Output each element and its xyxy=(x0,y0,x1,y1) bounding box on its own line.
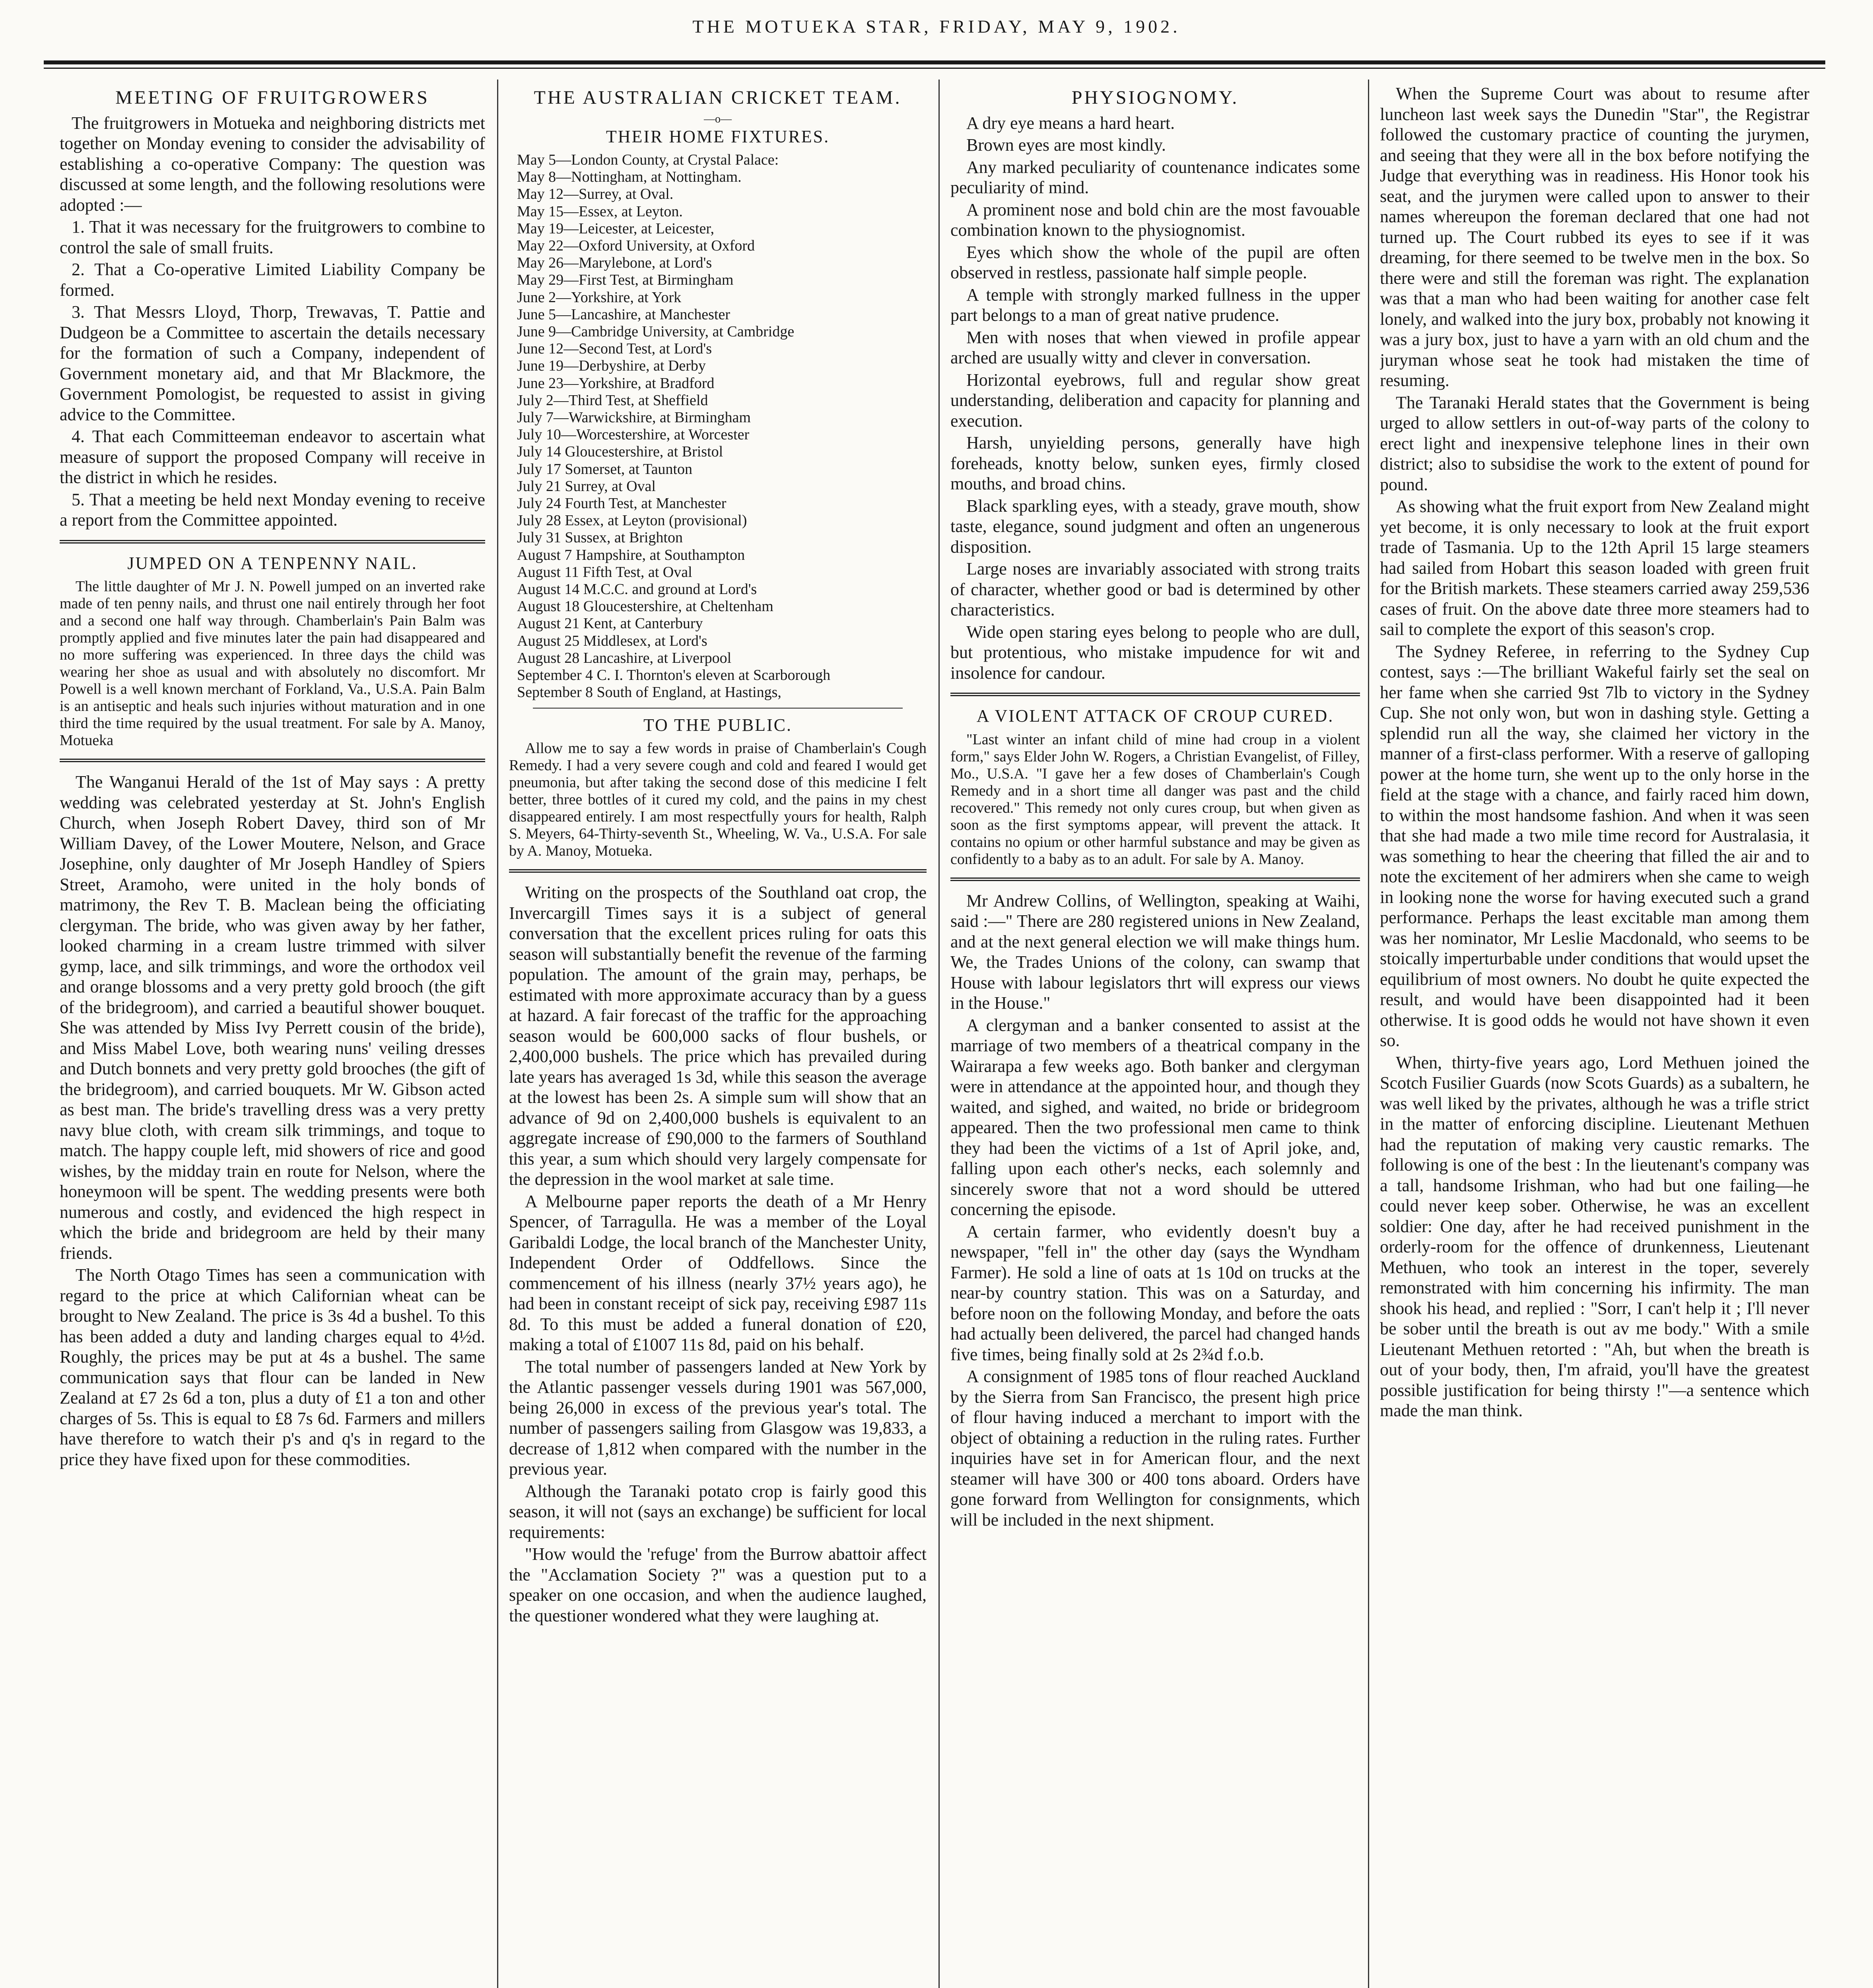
advert-paragraph: "Last winter an infant child of mine had croup in a violent form," says Elder John W. Rogers, a Christian Evangelist, of Filley, Mo., U.S.A. "I gave her a few doses of Chamberlain's Cough Remedy and in a short time all danger was past and the child recovered." This remedy not only cures croup, but when given as soon as the first symptoms appear, will prevent the attack. It contains no opium or other harmful substance and may be given as confidently to a baby as to an adult. For sale by A. Manoy. xyxy=(950,731,1360,868)
fixture-item: May 26—Marylebone, at Lord's xyxy=(517,254,712,272)
section-rule xyxy=(533,708,903,709)
column-1 xyxy=(60,87,485,1988)
advert-paragraph: The little daughter of Mr J. N. Powell jumped on an inverted rake made of ten penny nails, and thrust one nail entirely through her foot and a second one half way through. Chamberlain's Pain Balm was promptly applied and five minutes later the pain had disappeared and no more suffering was experienced. In three days the child was wearing her shoe as usual and with absolutely no discomfort. Mr Powell is a well known merchant of Forkland, Va., U.S.A. Pain Balm is an antiseptic and heals such injuries without maturation and in one third the time required by the usual treatment. For sale by A. Manoy, Motueka xyxy=(60,578,485,749)
fixture-item: May 22—Oxford University, at Oxford xyxy=(517,237,755,254)
article-heading: TO THE PUBLIC. xyxy=(643,715,793,735)
section-rule xyxy=(950,693,1360,696)
fixture-item: June 12—Second Test, at Lord's xyxy=(517,340,712,357)
article-paragraph: Horizontal eyebrows, full and regular show great understanding, deliberation and capacity for planning and execution. xyxy=(950,370,1360,431)
article-paragraph: The Wanganui Herald of the 1st of May says : A pretty wedding was celebrated yesterday at St. John's English Church, when Joseph Robert Davey, third son of Mr William Davey, of the Lower Moutere, Nelson, and Grace Josephine, only daughter of Mr Joseph Handley of Spiers Street, Aramoho, were united in the holy bonds of matrimony, the Rev T. B. Maclean being the officiating clergyman. The bride, who was given away by her father, looked charming in a cream lustre trimmed with silver gymp, lace, and silk trimmings, and wore the orthodox veil and orange blossoms and a very pretty gold brooch (the gift of the bridegroom), and carried a beautiful shower bouquet. She was attended by Miss Ivy Perrett cousin of the bride), and Miss Mabel Love, both wearing nuns' veiling dresses and Dutch bonnets and very pretty gold brooches (the gift of the bridegroom), and carried bouquets. Mr W. Gibson acted as best man. The bride's travelling dress was a very pretty navy blue cloth, with cream silk trimmings, and toque to match. The happy couple left, mid showers of rice and good wishes, by the midday train en route for Nelson, where the honeymoon will be spent. The wedding presents were both numerous and costly, and evidenced the high respect in which the bride and bridegroom are held by their many friends. xyxy=(60,772,485,1263)
article-paragraph: A consignment of 1985 tons of flour reached Auckland by the Sierra from San Francisco, the present high price of flour having induced a merchant to import with the object of obtaining a reduction in the ruling rates. Further inquiries have set in for American flour, and the next steamer will have 300 or 400 tons aboard. Orders have gone forward from Wellington for consignments, which will be included in the next shipment. xyxy=(950,1367,1360,1530)
fixture-item: July 28 Essex, at Leyton (provisional) xyxy=(517,512,747,529)
article-paragraph: A prominent nose and bold chin are the most favouable combination known to the physiognomist. xyxy=(950,200,1360,240)
fixture-item: July 7—Warwickshire, at Birmingham xyxy=(517,409,751,426)
fixture-list xyxy=(509,151,927,701)
fixture-item: June 5—Lancashire, at Manchester xyxy=(517,306,731,323)
article-paragraph: Men with noses that when viewed in profile appear arched are usually witty and clever in conversation. xyxy=(950,327,1360,367)
article-paragraph: As showing what the fruit export from New Zealand might yet become, it is only necessary to look at the fruit export trade of Tasmania. Up to the 12th April 15 large steamers had sailed from Hobart this season loaded with green fruit for the British markets. These steamers carried away 259,536 cases of fruit. On the above date three more steamers had to sail to complete the export of this season's crop. xyxy=(1380,497,1809,639)
fixture-item: July 10—Worcestershire, at Worcester xyxy=(517,426,750,443)
article-paragraph: Large noses are invariably associated with strong traits of character, whether good or bad is determined by other characteristics. xyxy=(950,559,1360,619)
fixture-item: May 15—Essex, at Leyton. xyxy=(517,203,683,220)
column-divider xyxy=(938,80,940,1988)
column-2 xyxy=(509,87,927,1988)
fixture-item: May 8—Nottingham, at Nottingham. xyxy=(517,169,742,186)
article-paragraph: Although the Taranaki potato crop is fairly good this season, it will not (says an exchange) be sufficient for local requirements: xyxy=(509,1481,927,1542)
fixture-item: June 9—Cambridge University, at Cambridge xyxy=(517,323,795,340)
article-paragraph: The Sydney Referee, in referring to the Sydney Cup contest, says :—The brilliant Wakeful fairly set the seal on her fame when she carried 9st 7lb to victory in the Sydney Cup. She not only won, but won in dashing style. Getting a splendid run all the way, she claimed her victory in the manner of a first-class performer. With a reserve of galloping power at the home turn, she went up to the only horse in the field at the stage with a chance, and fairly raced him down, to within the most handsome fashion. And when it was seen that she had made a two mile time record for Australasia, it was something to hear the cheering that filled the air and to note the excitement of her admirers when she came to weigh in looking none the worse for having executed such a grand performance. Perhaps the least excitable man among them was her nominator, Mr Leslie Macdonald, who seems to be stoically imperturbable under conditions that would upset the equilibrium of most owners. No doubt he quite expected the result, and would have been disappointed had it been otherwise. It is good odds he would not have shown it even so. xyxy=(1380,641,1809,1050)
divider-ornament: —o— xyxy=(704,113,732,125)
resolution-item: 2. That a Co-operative Limited Liability Company be formed. xyxy=(60,260,485,300)
article-paragraph: A certain farmer, who evidently doesn't buy a newspaper, "fell in" the other day (says the Wyndham Farmer). He sold a line of oats at 1s 10d on trucks at the near-by country station. This was on a Saturday, and before noon on the following Monday, and before the oats had actually been delivered, the parcel had changed hands five times, being finally sold at 2s 2¾d f.o.b. xyxy=(950,1221,1360,1364)
masthead-rule xyxy=(44,60,1825,64)
article-heading: A VIOLENT ATTACK OF CROUP CURED. xyxy=(976,706,1334,726)
column-divider xyxy=(1368,80,1369,1988)
article-paragraph: A temple with strongly marked fullness in the upper part belongs to a man of great native prudence. xyxy=(950,285,1360,325)
article-paragraph: Harsh, unyielding persons, generally have high foreheads, knotty below, sunken eyes, firmly closed mouths, and broad chins. xyxy=(950,433,1360,493)
section-rule xyxy=(60,759,485,762)
article-line: Brown eyes are most kindly. xyxy=(966,135,1166,155)
section-rule xyxy=(60,540,485,544)
article-heading: THE AUSTRALIAN CRICKET TEAM. xyxy=(534,87,902,108)
fixture-item: August 11 Fifth Test, at Oval xyxy=(517,563,692,580)
article-paragraph: The total number of passengers landed at New York by the Atlantic passenger vessels during 1901 was 567,000, being 26,000 in excess of the previous year's total. The number of passengers sailing from Glasgow was 19,833, a decrease of 1,812 when compared with the number in the previous year. xyxy=(509,1357,927,1479)
resolution-item: 4. That each Committeeman endeavor to ascertain what measure of support the proposed Company will receive in the district in which he resides. xyxy=(60,427,485,487)
fixture-item: August 7 Hampshire, at Southampton xyxy=(517,546,745,563)
fixture-item: May 29—First Test, at Birmingham xyxy=(517,272,734,289)
column-3 xyxy=(950,87,1360,1988)
masthead-rule-thin xyxy=(44,68,1825,69)
article-paragraph: The fruitgrowers in Motueka and neighboring districts met together on Monday evening to consider the advisability of establishing a co-operative Company: The question was discussed at some length, and the following resolutions were adopted :— xyxy=(60,113,485,215)
fixture-item: June 19—Derbyshire, at Derby xyxy=(517,357,706,375)
fixture-item: June 2—Yorkshire, at York xyxy=(517,289,682,306)
section-rule xyxy=(509,869,927,873)
fixture-item: September 8 South of England, at Hastings, xyxy=(517,684,781,701)
article-paragraph: A Melbourne paper reports the death of a Mr Henry Spencer, of Tarragulla. He was a member of the Loyal Garibaldi Lodge, the local branch of the Manchester Unity, Independent Order of Oddfellows. Since the commencement of his illness (nearly 37½ years ago), he had been in constant receipt of sick pay, receiving £987 11s 8d. To this must be added a funeral donation of £20, making a total of £1007 11s 8d, paid on his behalf. xyxy=(509,1191,927,1354)
article-paragraph: Wide open staring eyes belong to people who are dull, but protentious, who mistake impudence for wit and insolence for candour. xyxy=(950,622,1360,683)
fixture-item: September 4 C. I. Thornton's eleven at Scarborough xyxy=(517,667,831,684)
fixture-item: July 21 Surrey, at Oval xyxy=(517,478,656,495)
fixture-item: May 5—London County, at Crystal Palace: xyxy=(517,151,779,168)
fixture-item: July 2—Third Test, at Sheffield xyxy=(517,392,708,409)
advert-paragraph: Allow me to say a few words in praise of Chamberlain's Cough Remedy. I had a very severe cough and cold and feared I would get pneumonia, but after taking the second dose of this medicine I felt better, three bottles of it cured my cold, and the pains in my chest disappeared entirely. I am most respectfully yours for health, Ralph S. Meyers, 64-Thirty-seventh St., Wheeling, W. Va., U.S.A. For sale by A. Manoy, Motueka. xyxy=(509,740,927,859)
fixture-item: June 23—Yorkshire, at Bradford xyxy=(517,375,715,392)
column-divider xyxy=(497,80,498,1988)
resolution-item: 3. That Messrs Lloyd, Thorp, Trewavas, T. Pattie and Dudgeon be a Committee to ascertain the details necessary for the formation of such a Company, independent of Government monetary aid, and that Mr Blackmore, the Government Pomologist, be requested to assist in giving advice to the Committee. xyxy=(60,302,485,424)
resolution-item: 5. That a meeting be held next Monday evening to receive a report from the Committee appointed. xyxy=(60,489,485,530)
article-paragraph: When, thirty-five years ago, Lord Methuen joined the Scotch Fusilier Guards (now Scots Guards) as a subaltern, he was well liked by the privates, although he was a trifle strict in the matter of enforcing discipline. Lieutenant Methuen had the reputation of making very caustic remarks. The following is one of the best : In the lieutenant's company was a tall, handsome Irishman, who had but one failing—he could never keep sober. Otherwise, he was an excellent soldier: One day, after he had received punishment in the orderly-room for the offence of drunkenness, Lieutenant Methuen, who took an interest in the toper, severely remonstrated with him concerning his infirmity. The man shook his head, and replied : "Sorr, I can't help it ; I'll never be sober until the breath is out av me body." With a smile Lieutenant Methuen retorted : "Ah, but when the breath is out of your body, then, I'm afraid, you'll have the greatest possible justification for being thirsty !"—a sentence which made the man think. xyxy=(1380,1052,1809,1420)
article-paragraph: Black sparkling eyes, with a steady, grave mouth, show taste, elegance, sound judgment and often an ungenerous disposition. xyxy=(950,496,1360,557)
article-paragraph: The North Otago Times has seen a communication with regard to the price at which Californian wheat can be brought to New Zealand. The price is 3s 4d a bushel. To this has been added a duty and landing charges equal to 4½d. Roughly, the prices may be put at 4s a bushel. The same communication says that flour can be landed in New Zealand at £7 2s 6d a ton, plus a duty of £1 a ton and other charges of 5s. This is equal to £8 7s 6d. Farmers and millers have therefore to watch their p's and q's in regard to the price they have fixed upon for these commodities. xyxy=(60,1265,485,1469)
article-heading: PHYSIOGNOMY. xyxy=(1071,87,1239,108)
fixture-item: August 14 M.C.C. and ground at Lord's xyxy=(517,581,757,598)
fixture-item: August 21 Kent, at Canterbury xyxy=(517,615,703,632)
article-heading: JUMPED ON A TENPENNY NAIL. xyxy=(127,553,418,573)
fixture-item: July 17 Somerset, at Taunton xyxy=(517,460,692,478)
fixture-item: July 24 Fourth Test, at Manchester xyxy=(517,495,727,512)
masthead: THE MOTUEKA STAR, FRIDAY, MAY 9, 1902. xyxy=(692,16,1181,37)
fixture-item: July 14 Gloucestershire, at Bristol xyxy=(517,443,723,460)
article-paragraph: When the Supreme Court was about to resume after luncheon last week says the Dunedin "Star", the Registrar followed the customary practice of counting the jurymen, and seeing that they were all in the box before notifying the Judge that everything was in readiness. His Honor took his seat, and the jurymen were called upon to answer to their names whereupon the foreman declared that one had not turned up. The Court rubbed its eyes to see if it was dreaming, for there seemed to be twelve men in the box. So there were and still the foreman was right. The explanation was that a man who had been waiting for another case felt lonely, and walked into the jury box, probably not knowing it was a jury box, just to have a yarn with an old chum and the juryman whose seat he took had mistaken the time of resuming. xyxy=(1380,84,1809,390)
fixture-item: May 12—Surrey, at Oval. xyxy=(517,186,674,203)
article-paragraph: Eyes which show the whole of the pupil are often observed in restless, passionate half simple people. xyxy=(950,242,1360,282)
article-paragraph: Writing on the prospects of the Southland oat crop, the Invercargill Times says it is a subject of general conversation that the excellent prices ruling for oats this season will substantially benefit the revenue of the farming population. The amount of the grain may, perhaps, be estimated with more approximate accuracy than by a guess at hazard. A fair forecast of the traffic for the approaching season would be 600,000 sacks of flour bushels, or 2,400,000 bushels. The price which has prevailed during late years has averaged 1s 3d, while this season the average at the lowest has been 2s. A simple sum will show that an advance of 9d on 2,400,000 bushels is equivalent to an aggregate increase of £90,000 to the farmers of Southland this year, a sum which should very largely compensate for the depression in the wool market at sale time. xyxy=(509,883,927,1189)
article-line: A dry eye means a hard heart. xyxy=(966,113,1175,133)
fixture-item: May 19—Leicester, at Leicester, xyxy=(517,220,715,237)
fixture-item: July 31 Sussex, at Brighton xyxy=(517,529,683,546)
article-paragraph: The Taranaki Herald states that the Government is being urged to allow settlers in out-of-way parts of the colony to erect light and inexpensive telephone lines in their own district; also to subsidise the work to the extent of pound for pound. xyxy=(1380,392,1809,494)
article-paragraph: A clergyman and a banker consented to assist at the marriage of two members of a theatrical company in the Wairarapa a few weeks ago. Both banker and clergyman were in attendance at the appointed hour, and though they waited, and sighed, and waited, no bride or bridegroom appeared. Then the two professional men came to think they had been the victims of a 1st of April joke, and, falling upon each other's necks, each solemnly and sincerely swore that not a word should be uttered concerning the episode. xyxy=(950,1015,1360,1219)
fixture-item: August 25 Middlesex, at Lord's xyxy=(517,632,707,649)
article-paragraph: Any marked peculiarity of countenance indicates some peculiarity of mind. xyxy=(950,157,1360,197)
column-4 xyxy=(1380,83,1809,1988)
fixture-item: August 28 Lancashire, at Liverpool xyxy=(517,649,732,666)
article-paragraph: "How would the 'refuge' from the Burrow abattoir affect the "Acclamation Society ?" was a question put to a speaker on one occasion, and when the audience laughed, the questioner wondered what they were laughing at. xyxy=(509,1544,927,1625)
resolution-item: 1. That it was necessary for the fruitgrowers to combine to control the sale of small fruits. xyxy=(60,217,485,257)
section-rule xyxy=(950,878,1360,881)
article-subheading: THEIR HOME FIXTURES. xyxy=(606,126,830,146)
article-paragraph: Mr Andrew Collins, of Wellington, speaking at Waihi, said :—" There are 280 registered unions in New Zealand, and at the next general election we will make things hum. We, the Trades Unions of the colony, can swamp that House with labour legislators thrt will express our views in the House." xyxy=(950,891,1360,1013)
fixture-item: August 18 Gloucestershire, at Cheltenham xyxy=(517,598,773,615)
article-heading: MEETING OF FRUITGROWERS xyxy=(115,87,429,108)
